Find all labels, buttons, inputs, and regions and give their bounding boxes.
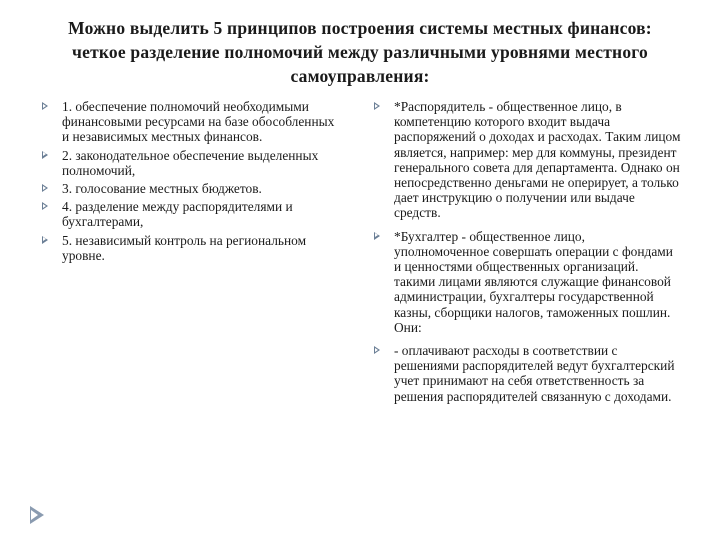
slide-title: Можно выделить 5 принципов построения системы местных финансов: четкое разделение полномочий между различными уровнями местного самоуправления: — [68, 18, 652, 86]
list-item — [372, 99, 682, 221]
list-item — [40, 148, 340, 178]
list-item — [372, 343, 682, 404]
bullet-arrow-icon — [42, 202, 48, 210]
list-item — [40, 99, 340, 145]
right-column — [372, 99, 682, 412]
list-item-text: - оплачивают расходы в соответствии с решениями распорядителей ведут бухгалтерский учет принимают на себя ответственность за решения распорядителей связанную с доходами. — [394, 343, 675, 404]
arrow-nav-icon[interactable] — [26, 504, 48, 526]
list-item — [40, 181, 340, 196]
bullet-arrow-icon — [374, 232, 380, 240]
bullet-arrow-icon — [42, 236, 48, 244]
left-bullet-list — [40, 99, 340, 263]
list-item-text: 4. разделение между распорядителями и бухгалтерами, — [62, 199, 293, 230]
list-item-text: *Распорядитель - общественное лицо, в компетенцию которого входит выдача распоряжений о доходах и расходах. Таким лицом является, например: мер для коммуны, президент генерального совета для департамента. Однако он непосредственно деньгами не оперирует, а только дает инструкцию о получении или выдаче средств. — [394, 99, 681, 221]
bullet-arrow-icon — [374, 346, 380, 354]
list-item-text: *Бухгалтер - общественное лицо, уполномоченное совершать операции с фондами и ценностями общественных организаций. такими лицами являются служащие финансовой администрации, бухгалтеры государственной казны, сборщики налогов, таможенных пошлин. Они: — [394, 228, 673, 335]
list-item-text: 2. законодательное обеспечение выделенных полномочий, — [62, 147, 319, 178]
bullet-arrow-icon — [42, 151, 48, 159]
list-item-text: 5. независимый контроль на региональном уровне. — [62, 232, 307, 263]
bullet-arrow-icon — [42, 184, 48, 192]
list-item — [40, 233, 340, 263]
list-item — [40, 199, 340, 229]
left-column — [40, 99, 340, 266]
bullet-arrow-icon — [42, 102, 48, 110]
list-item-text: 3. голосование местных бюджетов. — [62, 181, 262, 197]
list-item-text: 1. обеспечение полномочий необходимыми финансовыми ресурсами на базе обособленных и независимых местных финансов. — [62, 99, 335, 145]
right-bullet-list — [372, 99, 682, 404]
bullet-arrow-icon — [374, 102, 380, 110]
list-item — [372, 229, 682, 335]
